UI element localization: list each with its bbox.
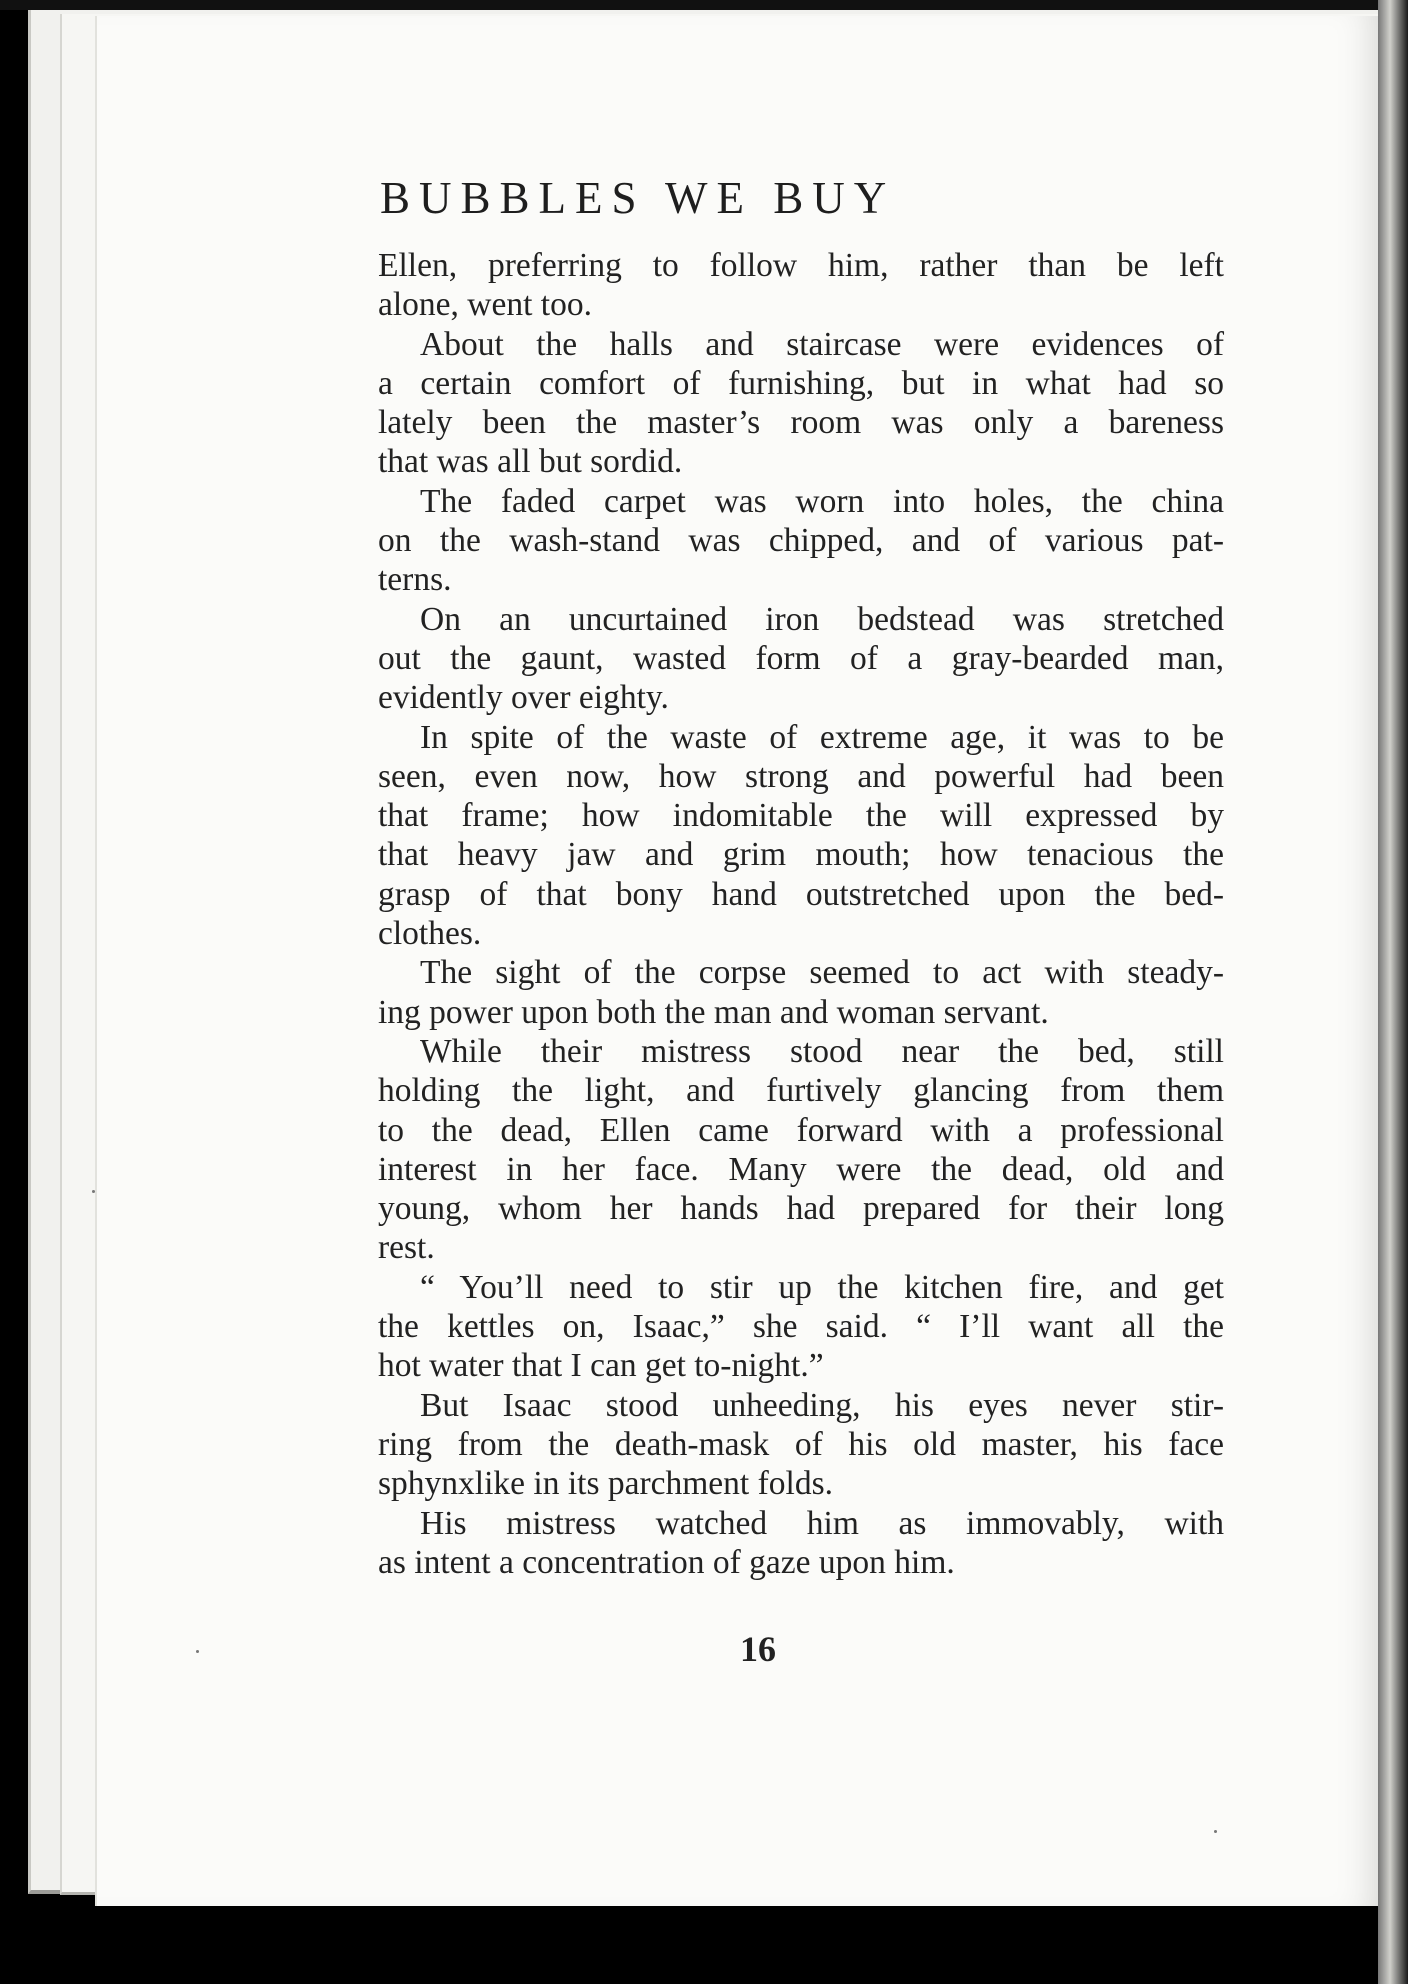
- scan-speck: [92, 1190, 95, 1193]
- running-head: BUBBLES WE BUY: [380, 173, 896, 223]
- text-line: ring from the death-mask of his old master, his face: [378, 1425, 1224, 1463]
- paragraph: [378, 246, 1224, 325]
- text-line: alone, went too.: [378, 286, 592, 324]
- page-body-text: [378, 246, 1224, 1582]
- paragraph: [378, 600, 1224, 718]
- paragraph: [378, 718, 1224, 954]
- scan-speck: [196, 1650, 199, 1653]
- text-line: the kettles on, Isaac,” she said. “ I’ll want all the: [378, 1308, 1224, 1346]
- text-line: interest in her face. Many were the dead, old and: [378, 1150, 1224, 1188]
- text-line: clothes.: [378, 915, 482, 953]
- text-line: out the gaunt, wasted form of a gray-bearded man,: [378, 639, 1224, 677]
- text-line: But Isaac stood unheeding, his eyes never stir-: [420, 1386, 1224, 1424]
- scan-speck: [1214, 1830, 1217, 1833]
- book-spine-edge: [1378, 0, 1408, 1984]
- text-line: seen, even now, how strong and powerful had been: [378, 757, 1224, 795]
- text-line: In spite of the waste of extreme age, it was to be: [420, 718, 1224, 756]
- scan-top-border: [0, 0, 1408, 10]
- text-line: hot water that I can get to-night.”: [378, 1347, 824, 1385]
- text-line: sphynxlike in its parchment folds.: [378, 1465, 833, 1503]
- paragraph: [378, 1386, 1224, 1504]
- paragraph: [378, 482, 1224, 600]
- text-line: About the halls and staircase were evidences of: [420, 325, 1224, 363]
- text-line: that frame; how indomitable the will expressed by: [378, 797, 1224, 835]
- text-line: ing power upon both the man and woman servant.: [378, 993, 1049, 1031]
- paragraph: [378, 325, 1224, 482]
- text-line: that was all but sordid.: [378, 443, 683, 481]
- text-line: grasp of that bony hand outstretched upon the bed-: [378, 875, 1224, 913]
- text-line: as intent a concentration of gaze upon him.: [378, 1543, 955, 1581]
- text-line: on the wash-stand was chipped, and of various pat-: [378, 522, 1224, 560]
- text-line: evidently over eighty.: [378, 679, 669, 717]
- text-line: holding the light, and furtively glancing from them: [378, 1072, 1224, 1110]
- text-line: rest.: [378, 1229, 435, 1267]
- paragraph: [378, 1268, 1224, 1386]
- paragraph: [378, 1504, 1224, 1583]
- paragraph: [378, 953, 1224, 1032]
- text-line: His mistress watched him as immovably, with: [420, 1504, 1224, 1542]
- paragraph: [378, 1032, 1224, 1268]
- text-line: lately been the master’s room was only a bareness: [378, 404, 1224, 442]
- text-line: “ You’ll need to stir up the kitchen fire, and get: [420, 1268, 1224, 1306]
- text-line: a certain comfort of furnishing, but in what had so: [378, 364, 1224, 402]
- text-line: While their mistress stood near the bed, still: [420, 1032, 1224, 1070]
- text-line: The faded carpet was worn into holes, the china: [420, 482, 1224, 520]
- text-line: Ellen, preferring to follow him, rather than be left: [378, 247, 1224, 284]
- text-line: to the dead, Ellen came forward with a professional: [378, 1111, 1224, 1149]
- text-line: terns.: [378, 561, 452, 599]
- text-line: On an uncurtained iron bedstead was stretched: [420, 600, 1224, 638]
- text-line: young, whom her hands had prepared for their long: [378, 1190, 1224, 1228]
- text-line: that heavy jaw and grim mouth; how tenacious the: [378, 836, 1224, 874]
- page-number: 16: [740, 1629, 776, 1669]
- text-line: The sight of the corpse seemed to act with steady-: [420, 954, 1224, 992]
